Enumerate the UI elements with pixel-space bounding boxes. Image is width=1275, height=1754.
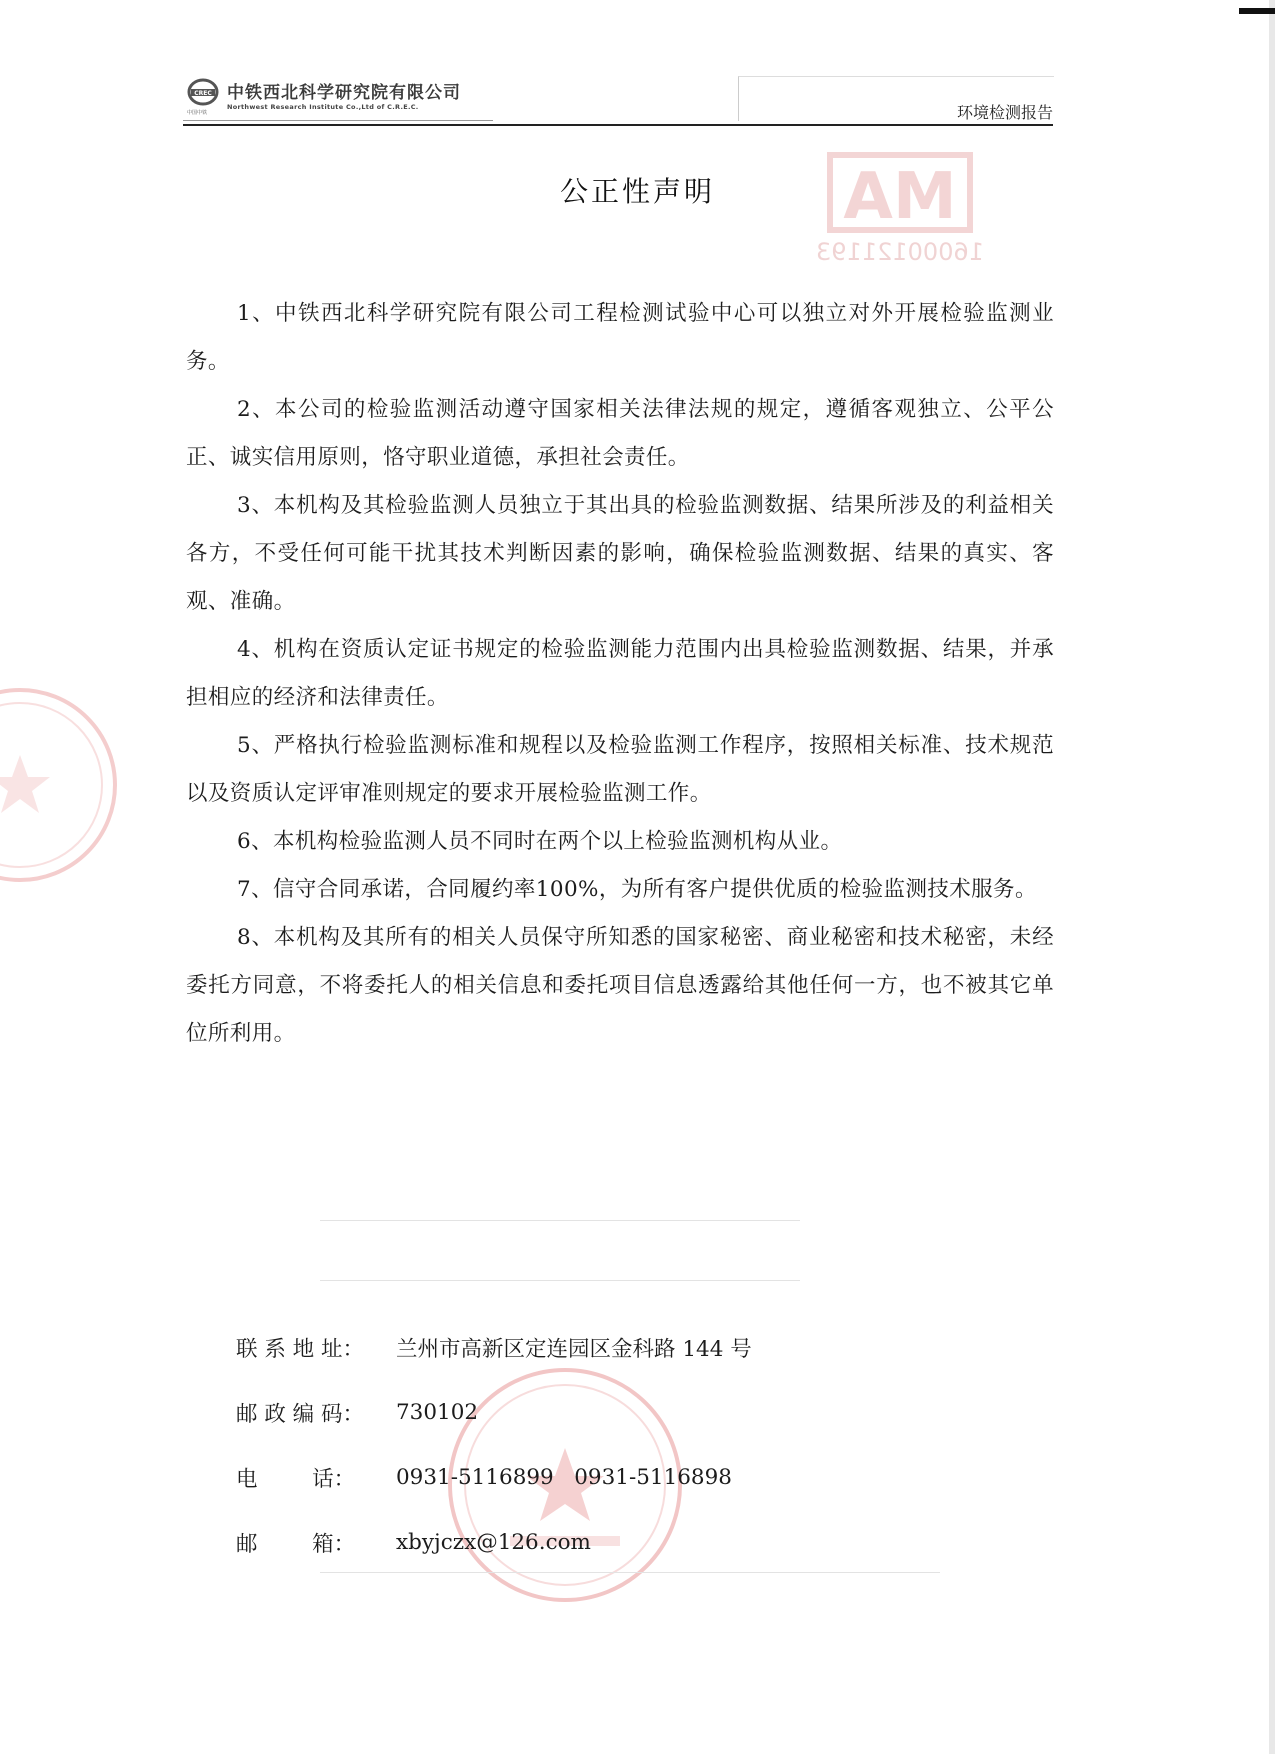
postcode-label: 邮 政 编 码： [236,1402,365,1427]
scan-mark [1239,8,1275,14]
company-name-en: Northwest Research Institute Co.,Ltd of C.R.E.C. [227,103,419,111]
statement-item-3: 3、本机构及其检验监测人员独立于其出具的检验监测数据、结果所涉及的利益相关各方，不受任何可能干扰其技术判断因素的影响，确保检验监测数据、结果的真实、客观、准确。 [186,493,1054,614]
header-rule [183,124,1053,126]
svg-text:CREC: CREC [194,90,212,97]
svg-text:MA: MA [843,160,957,234]
crec-logo-icon [187,78,219,108]
phone-label: 电 话： [236,1467,356,1492]
contact-phone-row [236,1445,936,1510]
company-name-cn: 中铁西北科学研究院有限公司 [227,83,461,103]
ma-stamp-icon [795,150,1005,270]
statement-item-2: 2、本公司的检验监测活动遵守国家相关法律法规的规定，遵循客观独立、公平公正、诚实信用原则，恪守职业道德，承担社会责任。 [186,397,1054,470]
address-value: 兰州市高新区定连园区金科路 144 号 [396,1337,752,1362]
contact-info [236,1315,936,1575]
contact-address-row [236,1315,936,1380]
company-logo [183,76,493,121]
svg-text:16000121193: 16000121193 [816,238,984,266]
contact-postcode-row [236,1380,936,1445]
statement-item-1: 1、中铁西北科学研究院有限公司工程检测试验中心可以独立对外开展检验监测业务。 [186,301,1054,374]
statement-item-7: 7、信守合同承诺，合同履约率100%，为所有客户提供优质的检验监测技术服务。 [237,877,1037,902]
email-value: xbyjczx@126.com [396,1530,591,1555]
ghost-line [320,1220,800,1221]
phone-value: 0931-5116899 0931-5116898 [396,1465,732,1490]
address-label: 联 系 地 址： [236,1337,365,1362]
document-title: 公正性声明 [559,175,715,208]
ghost-line [320,1280,800,1281]
seal-stamp-left-icon [0,665,120,905]
logo-subtitle: 中国中铁 [187,110,208,116]
statement-item-6: 6、本机构检验监测人员不同时在两个以上检验监测机构从业。 [237,829,843,854]
contact-email-row [236,1510,936,1575]
postcode-value: 730102 [396,1400,479,1425]
page-edge [1269,0,1275,1754]
page-header [183,76,1053,126]
statement-item-8: 8、本机构及其所有的相关人员保守所知悉的国家秘密、商业秘密和技术秘密，未经委托方同意，不将委托人的相关信息和委托项目信息透露给其他任何一方，也不被其它单位所利用。 [186,925,1054,1046]
report-type: 环境检测报告 [956,103,1053,122]
statement-item-4: 4、机构在资质认定证书规定的检验监测能力范围内出具检验监测数据、结果，并承担相应的经济和法律责任。 [186,637,1054,710]
statement-body [186,290,1054,1058]
email-label: 邮 箱： [236,1532,356,1557]
statement-item-5: 5、严格执行检验监测标准和规程以及检验监测工作程序，按照相关标准、技术规范以及资质认定评审准则规定的要求开展检验监测工作。 [186,733,1054,806]
